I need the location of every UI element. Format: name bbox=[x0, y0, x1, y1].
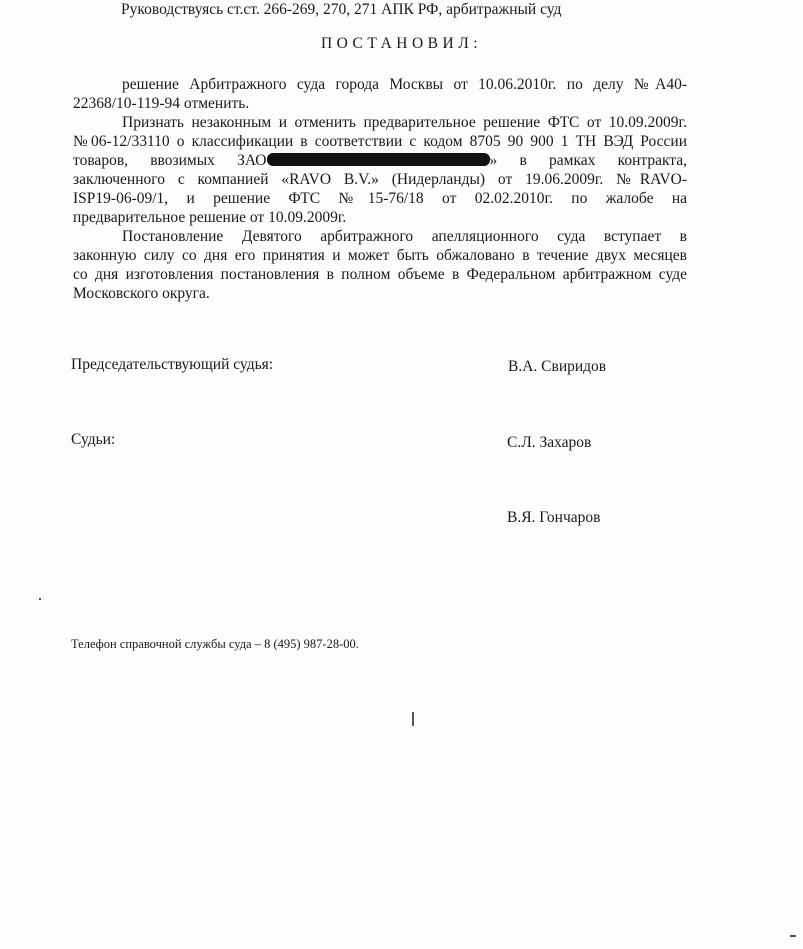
scan-speck bbox=[790, 935, 796, 937]
paragraph-line: со дня изготовления постановления в полном объеме в Федеральном арбитражном суде bbox=[73, 266, 687, 283]
paragraph-line: Московского округа. bbox=[73, 285, 210, 302]
judges-label: Судьи: bbox=[71, 431, 116, 448]
paragraph-line: законную силу со дня его принятия и может быть обжаловано в течение двух месяцев bbox=[73, 247, 687, 264]
paragraph-annul bbox=[73, 113, 687, 227]
judge-name-1: С.Л. Захаров bbox=[507, 434, 592, 451]
paragraph-fragment: товаров, ввозимых ЗАО bbox=[73, 152, 267, 169]
paragraph-decision bbox=[73, 75, 687, 113]
scan-speck bbox=[412, 712, 414, 726]
paragraph-line: №06-12/33110 о классификации в соответствии с кодом 8705 90 900 1 ТН ВЭД России bbox=[73, 133, 687, 150]
scan-speck bbox=[39, 598, 41, 600]
paragraph-line: решение Арбитражного суда города Москвы от 10.06.2010г. по делу №А40- bbox=[122, 76, 687, 93]
court-phone-footer: Телефон справочной службы суда – 8 (495) 987-28-00. bbox=[71, 637, 359, 651]
paragraph-line: Постановление Девятого арбитражного апелляционного суда вступает в bbox=[122, 228, 687, 245]
paragraph-line-with-redaction bbox=[73, 151, 687, 170]
presiding-judge-label: Председательствующий судья: bbox=[71, 356, 274, 373]
resolution-heading: ПОСТАНОВИЛ: bbox=[320, 35, 483, 52]
judge-name-2: В.Я. Гончаров bbox=[507, 509, 601, 526]
paragraph-line: ISP19-06-09/1, и решение ФТС №15-76/18 от 02.02.2010г. по жалобе на bbox=[73, 190, 687, 207]
redaction-mark bbox=[267, 153, 490, 166]
header-line: Руководствуясь ст.ст. 266-269, 270, 271 АПК РФ, арбитражный суд bbox=[121, 1, 562, 18]
paragraph-line: заключенного с компанией «RAVO B.V.» (Нидерланды) от 19.06.2009г. №RAVO- bbox=[73, 171, 687, 188]
paragraph-effective bbox=[73, 227, 687, 303]
presiding-judge-name: В.А. Свиридов bbox=[508, 358, 607, 375]
paragraph-line: предварительное решение от 10.09.2009г. bbox=[73, 209, 347, 226]
paragraph-line: 22368/10-119-94 отменить. bbox=[73, 95, 250, 112]
paragraph-line: Признать незаконным и отменить предварительное решение ФТС от 10.09.2009г. bbox=[122, 114, 687, 131]
paragraph-fragment: » в рамках контракта, bbox=[489, 152, 688, 169]
